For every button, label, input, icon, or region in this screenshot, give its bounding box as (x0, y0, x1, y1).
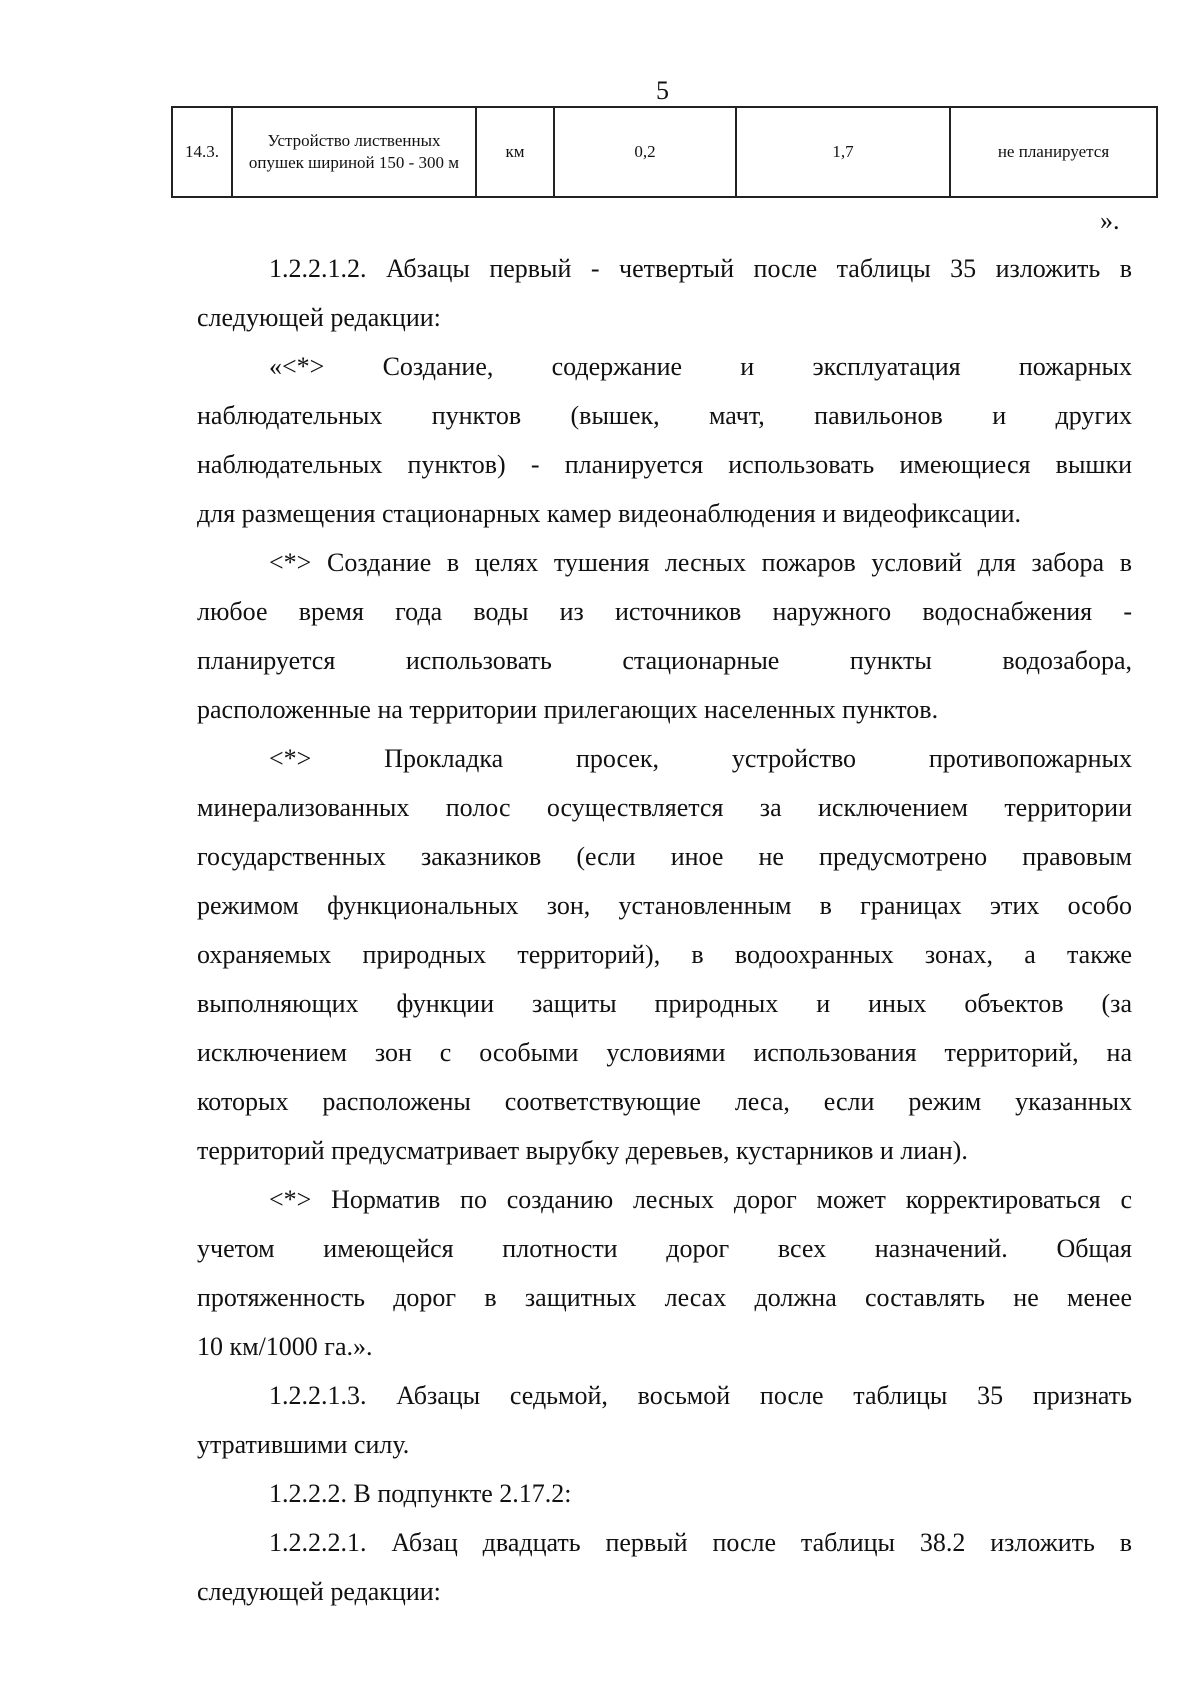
document-body (197, 244, 1132, 1616)
text-line: <*> Норматив по созданию лесных дорог может корректироваться с (269, 1185, 1132, 1214)
text-line: государственных заказников (если иное не предусмотрено правовым (197, 842, 1132, 871)
paragraph (197, 1371, 1132, 1469)
text-line: минерализованных полос осуществляется за исключением территории (197, 793, 1132, 822)
text-line: для размещения стационарных камер видеонаблюдения и видеофиксации. (197, 499, 1022, 528)
text-line: учетом имеющейся плотности дорог всех назначений. Общая (197, 1234, 1132, 1263)
text-line: 1.2.2.2.1. Абзац двадцать первый после таблицы 38.2 изложить в (269, 1528, 1132, 1557)
text-line: территорий предусматривает вырубку деревьев, кустарников и лиан). (197, 1136, 968, 1165)
closing-quote: ». (1100, 206, 1120, 235)
paragraph (197, 1469, 1132, 1518)
text-line: 1.2.2.1.3. Абзацы седьмой, восьмой после таблицы 35 признать (269, 1381, 1132, 1410)
text-line: протяженность дорог в защитных лесах должна составлять не менее (197, 1283, 1132, 1312)
paragraph (197, 342, 1132, 538)
row-note: не планируется (950, 107, 1157, 197)
text-line: следующей редакции: (197, 303, 441, 332)
page-number: 5 (656, 76, 669, 105)
text-line: планируется использовать стационарные пункты водозабора, (197, 646, 1132, 675)
text-line: наблюдательных пунктов (вышек, мачт, павильонов и других (197, 401, 1132, 430)
text-line: 10 км/1000 га.». (197, 1332, 373, 1361)
paragraph (197, 1175, 1132, 1371)
table-fragment (171, 106, 1158, 198)
text-line: которых расположены соответствующие леса, если режим указанных (197, 1087, 1132, 1116)
row-name: Устройство лиственных опушек шириной 150 - 300 м (232, 107, 476, 197)
text-line: охраняемых природных территорий), в водоохранных зонах, а также (197, 940, 1132, 969)
text-line: «<*> Создание, содержание и эксплуатация пожарных (269, 352, 1132, 381)
text-line: <*> Создание в целях тушения лесных пожаров условий для забора в (269, 548, 1132, 577)
text-line: следующей редакции: (197, 1577, 441, 1606)
row-value-1: 0,2 (554, 107, 736, 197)
paragraph (197, 538, 1132, 734)
text-line: утратившими силу. (197, 1430, 410, 1459)
row-value-2: 1,7 (736, 107, 950, 197)
row-unit: км (476, 107, 554, 197)
row-number: 14.3. (172, 107, 232, 197)
text-line: наблюдательных пунктов) - планируется использовать имеющиеся вышки (197, 450, 1132, 479)
text-line: расположенные на территории прилегающих населенных пунктов. (197, 695, 939, 724)
paragraph (197, 1518, 1132, 1616)
text-line: 1.2.2.1.2. Абзацы первый - четвертый после таблицы 35 изложить в (269, 254, 1132, 283)
text-line: <*> Прокладка просек, устройство противопожарных (269, 744, 1132, 773)
text-line: любое время года воды из источников наружного водоснабжения - (197, 597, 1132, 626)
text-line: выполняющих функции защиты природных и иных объектов (за (197, 989, 1132, 1018)
table-row (172, 107, 1157, 197)
text-line: исключением зон с особыми условиями использования территорий, на (197, 1038, 1132, 1067)
text-line: 1.2.2.2. В подпункте 2.17.2: (269, 1479, 572, 1508)
paragraph (197, 734, 1132, 1175)
paragraph (197, 244, 1132, 342)
text-line: режимом функциональных зон, установленным в границах этих особо (197, 891, 1132, 920)
